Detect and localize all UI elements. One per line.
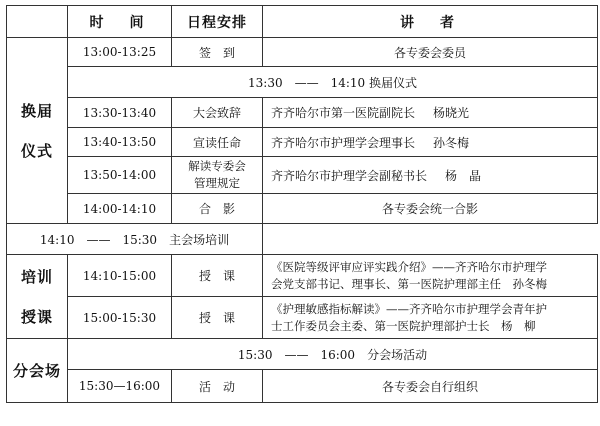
speaker-line: 士工作委员会主委、第一医院护理部护士长 杨 柳 (271, 318, 536, 333)
speaker-name: 孙冬梅 (433, 135, 470, 150)
table-row (7, 38, 598, 67)
banner-cell: 14:10 —— 15:30 主会场培训 (7, 224, 263, 255)
table-row (7, 370, 598, 403)
schedule-table (6, 5, 598, 403)
speaker-org: 齐齐哈尔市护理学会副秘书长 (271, 168, 428, 183)
speaker-org: 齐齐哈尔市护理学会理事长 (271, 135, 416, 150)
speaker-cell (263, 255, 598, 297)
header-schedule: 日程安排 (172, 6, 263, 38)
banner-row (7, 339, 598, 370)
speaker-cell (263, 297, 598, 339)
schedule-cell: 活 动 (172, 370, 263, 403)
table-row (7, 194, 598, 224)
section-training (7, 255, 68, 339)
time-cell: 13:30-13:40 (68, 98, 172, 128)
speaker-line: 《医院等级评审应评实践介绍》——齐齐哈尔市护理学 (271, 259, 547, 274)
banner-cell: 13:30 —— 14:10 换届仪式 (68, 67, 598, 98)
speaker-line: 《护理敏感指标解读》——齐齐哈尔市护理学会青年护 (271, 301, 547, 316)
speaker-org: 齐齐哈尔市第一医院副院长 (271, 106, 416, 120)
speaker-line: 会党支部书记、理事长、第一医院护理部主任 孙冬梅 (271, 276, 547, 291)
speaker-cell (263, 128, 598, 157)
table-row (7, 297, 598, 339)
schedule-wrapper (6, 5, 598, 403)
section-label-line: 培训 (20, 267, 53, 286)
schedule-cell: 授 课 (172, 297, 263, 339)
section-renewal-ceremony (7, 38, 68, 224)
time-cell: 15:00-15:30 (68, 297, 172, 339)
time-cell: 15:30—16:00 (68, 370, 172, 403)
banner-row (7, 224, 598, 255)
speaker-cell: 各专委会自行组织 (263, 370, 598, 403)
banner-row (7, 67, 598, 98)
section-label-line: 授课 (20, 307, 53, 326)
speaker-cell: 各专委会委员 (263, 38, 598, 67)
table-row (7, 157, 598, 194)
schedule-cell: 合 影 (172, 194, 263, 224)
schedule-cell (172, 157, 263, 194)
section-label-line: 仪式 (20, 141, 53, 160)
table-row (7, 255, 598, 297)
time-cell: 13:50-14:00 (68, 157, 172, 194)
speaker-name: 杨晓光 (433, 106, 470, 120)
time-cell: 13:00-13:25 (68, 38, 172, 67)
header-time: 时 间 (68, 6, 172, 38)
table-row (7, 98, 598, 128)
schedule-cell: 授 课 (172, 255, 263, 297)
section-label-line: 换届 (20, 101, 53, 120)
time-cell: 14:10-15:00 (68, 255, 172, 297)
time-cell: 14:00-14:10 (68, 194, 172, 224)
header-speaker: 讲 者 (263, 6, 598, 38)
speaker-cell (263, 157, 598, 194)
speaker-cell (263, 98, 598, 128)
header-blank (7, 6, 68, 38)
schedule-cell: 宣读任命 (172, 128, 263, 157)
table-row (7, 128, 598, 157)
speaker-cell: 各专委会统一合影 (263, 194, 598, 224)
schedule-line: 管理规定 (194, 176, 240, 190)
speaker-name: 杨 晶 (445, 168, 482, 183)
banner-cell: 15:30 —— 16:00 分会场活动 (68, 339, 598, 370)
schedule-cell: 大会致辞 (172, 98, 263, 128)
schedule-cell: 签 到 (172, 38, 263, 67)
section-breakout: 分会场 (7, 339, 68, 403)
schedule-line: 解读专委会 (188, 159, 246, 173)
time-cell: 13:40-13:50 (68, 128, 172, 157)
header-row (7, 6, 598, 38)
